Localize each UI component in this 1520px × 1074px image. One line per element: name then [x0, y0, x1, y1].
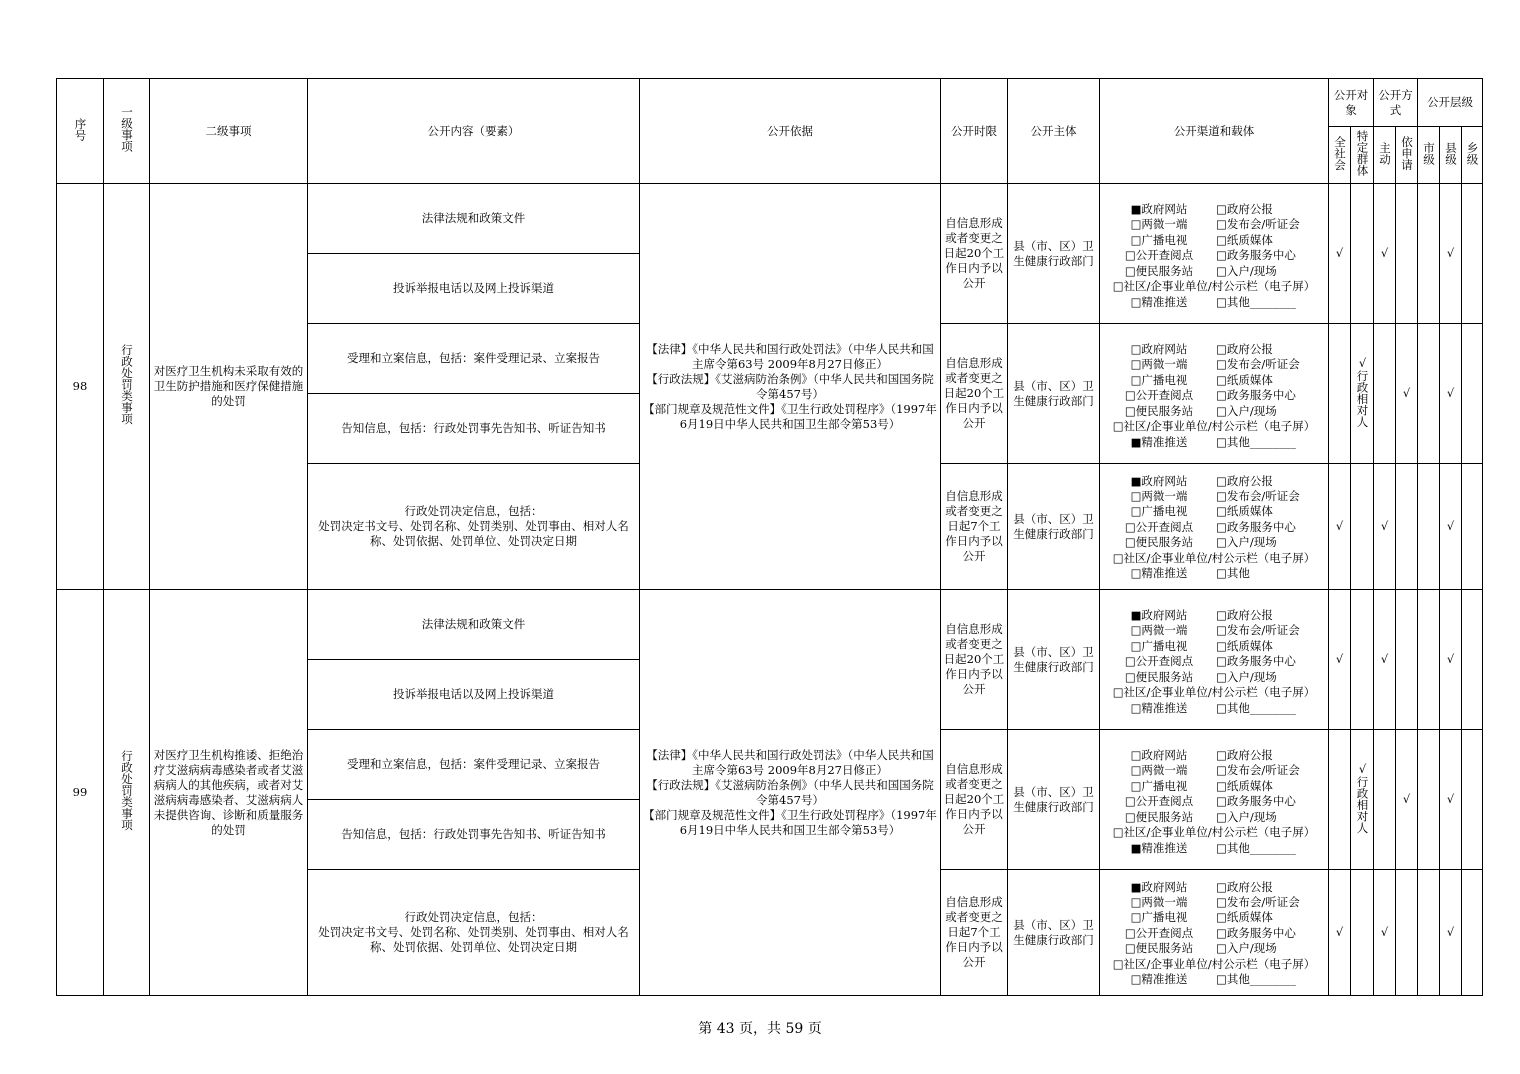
- channel-option: □便民服务站: [1124, 669, 1194, 684]
- item-level1: 行政处罚类事项: [104, 590, 150, 996]
- item-subject: 县（市、区）卫生健康行政部门: [1008, 464, 1100, 590]
- channel-option: □入户/现场: [1216, 669, 1277, 684]
- header-level1: 一级事项: [104, 79, 150, 184]
- channel-option: □广播电视: [1130, 638, 1188, 653]
- mark-level-county: √: [1440, 590, 1462, 730]
- channel-option: □发布会/听证会: [1216, 763, 1300, 778]
- mark-target-all: √: [1329, 184, 1351, 324]
- channel-option: □精准推送: [1130, 700, 1188, 715]
- item-basis: 【法律】《中华人民共和国行政处罚法》（中华人民共和国主席令第63号 2009年8月27日修正） 【行政法规】《艾滋病防治条例》（中华人民共和国国务院令第457号） 【部门规章及规范性文件】《卫生行政处罚程序》（1997年6月19日中华人民共和国卫生部令第53号）: [640, 590, 941, 996]
- mark-target-all: √: [1329, 870, 1351, 996]
- mark-target-specific: [1351, 870, 1374, 996]
- channel-option: □社区/企事业单位/村公示栏（电子屏）: [1112, 279, 1316, 294]
- mark-level-county: √: [1440, 324, 1462, 464]
- channel-option: □便民服务站: [1124, 403, 1194, 418]
- mark-level-town: [1462, 184, 1483, 324]
- item-level2: 对医疗卫生机构未采取有效的卫生防护措施和医疗保健措施的处罚: [150, 184, 308, 590]
- header-time: 公开时限: [941, 79, 1008, 184]
- channel-option: □广播电视: [1130, 504, 1188, 519]
- header-target-all: 全社会: [1329, 127, 1351, 184]
- header-level-county: 县级: [1440, 127, 1462, 184]
- mark-level-city: [1418, 324, 1440, 464]
- mark-method-active: √: [1374, 590, 1396, 730]
- mark-target-all: √: [1329, 590, 1351, 730]
- channel-option: □纸质媒体: [1216, 504, 1273, 519]
- channel-option: □入户/现场: [1216, 809, 1277, 824]
- mark-method-active: [1374, 324, 1396, 464]
- item-content: 法律法规和政策文件: [308, 184, 640, 254]
- item-subject: 县（市、区）卫生健康行政部门: [1008, 590, 1100, 730]
- channel-option: □入户/现场: [1216, 941, 1277, 956]
- item-content: 法律法规和政策文件: [308, 590, 640, 660]
- channel-option: □政府公报: [1216, 202, 1273, 217]
- mark-method-apply: [1396, 590, 1418, 730]
- mark-level-town: [1462, 590, 1483, 730]
- mark-target-specific: √行政相对人: [1351, 324, 1374, 464]
- channel-option: □社区/企事业单位/村公示栏（电子屏）: [1112, 550, 1316, 565]
- mark-target-specific: [1351, 590, 1374, 730]
- mark-level-city: [1418, 464, 1440, 590]
- item-basis: 【法律】《中华人民共和国行政处罚法》（中华人民共和国主席令第63号 2009年8月27日修正） 【行政法规】《艾滋病防治条例》（中华人民共和国国务院令第457号） 【部门规章及规范性文件】《卫生行政处罚程序》（1997年6月19日中华人民共和国卫生部令第53号）: [640, 184, 941, 590]
- channel-option: □政务服务中心: [1216, 519, 1296, 534]
- header-level-town: 乡级: [1462, 127, 1483, 184]
- item-channels: [1100, 464, 1329, 590]
- mark-target-all: [1329, 324, 1351, 464]
- channel-option: □纸质媒体: [1216, 232, 1273, 247]
- channel-option: □发布会/听证会: [1216, 488, 1300, 503]
- page-number: 第 43 页，共 59 页: [698, 1021, 822, 1037]
- header-seq: 序号: [57, 79, 104, 184]
- header-method-active: 主动: [1374, 127, 1396, 184]
- channel-option: □政府网站: [1130, 342, 1188, 357]
- mark-level-city: [1418, 730, 1440, 870]
- mark-method-active: √: [1374, 464, 1396, 590]
- channel-option: □公开查阅点: [1124, 925, 1194, 940]
- channel-option: □政府公报: [1216, 342, 1273, 357]
- item-channels: [1100, 590, 1329, 730]
- channel-option: □其他________: [1216, 840, 1296, 855]
- item-seq: 98: [57, 184, 104, 590]
- header-content: 公开内容（要素）: [308, 79, 640, 184]
- channel-option: □入户/现场: [1216, 263, 1277, 278]
- mark-level-city: [1418, 870, 1440, 996]
- channel-option: □便民服务站: [1124, 263, 1194, 278]
- header-basis: 公开依据: [640, 79, 941, 184]
- channel-option: □纸质媒体: [1216, 778, 1273, 793]
- header-target: 公开对象: [1329, 79, 1374, 127]
- item-content: 投诉举报电话以及网上投诉渠道: [308, 254, 640, 324]
- mark-method-apply: [1396, 464, 1418, 590]
- item-subject: 县（市、区）卫生健康行政部门: [1008, 870, 1100, 996]
- channel-option: □纸质媒体: [1216, 638, 1273, 653]
- channel-option: □其他________: [1216, 294, 1296, 309]
- mark-target-all: √: [1329, 464, 1351, 590]
- header-level: 公开层级: [1418, 79, 1483, 127]
- item-time: 自信息形成或者变更之日起20个工作日内予以公开: [941, 324, 1008, 464]
- mark-level-town: [1462, 464, 1483, 590]
- channel-option: □政府公报: [1216, 608, 1273, 623]
- item-content: 行政处罚决定信息，包括： 处罚决定书文号、处罚名称、处罚类别、处罚事由、相对人名称、处罚依据、处罚单位、处罚决定日期: [308, 870, 640, 996]
- mark-level-county: √: [1440, 184, 1462, 324]
- header-method: 公开方式: [1374, 79, 1418, 127]
- mark-level-county: √: [1440, 730, 1462, 870]
- item-subject: 县（市、区）卫生健康行政部门: [1008, 730, 1100, 870]
- mark-level-town: [1462, 730, 1483, 870]
- channel-option: □便民服务站: [1124, 809, 1194, 824]
- header-subject: 公开主体: [1008, 79, 1100, 184]
- channel-option: □政府网站: [1130, 748, 1188, 763]
- mark-method-apply: [1396, 184, 1418, 324]
- channel-option: □其他________: [1216, 972, 1296, 987]
- channel-option: □广播电视: [1130, 910, 1188, 925]
- channel-option: □两微一端: [1130, 763, 1188, 778]
- channel-option: □社区/企事业单位/村公示栏（电子屏）: [1112, 956, 1316, 971]
- channel-option: □广播电视: [1130, 372, 1188, 387]
- mark-target-specific: √行政相对人: [1351, 730, 1374, 870]
- channel-option: □公开查阅点: [1124, 654, 1194, 669]
- channel-option: ■精准推送: [1130, 434, 1188, 449]
- mark-method-active: √: [1374, 870, 1396, 996]
- item-seq: 99: [57, 590, 104, 996]
- mark-method-apply: √: [1396, 324, 1418, 464]
- channel-option: □公开查阅点: [1124, 519, 1194, 534]
- item-time: 自信息形成或者变更之日起20个工作日内予以公开: [941, 184, 1008, 324]
- mark-level-city: [1418, 184, 1440, 324]
- header-level-city: 市级: [1418, 127, 1440, 184]
- header-channel: 公开渠道和载体: [1100, 79, 1329, 184]
- channel-option: □精准推送: [1130, 566, 1188, 581]
- header-method-apply: 依申请: [1396, 127, 1418, 184]
- channel-option: ■政府网站: [1130, 202, 1188, 217]
- channel-option: □发布会/听证会: [1216, 894, 1300, 909]
- item-channels: [1100, 730, 1329, 870]
- channel-option: □政务服务中心: [1216, 654, 1296, 669]
- channel-option: □精准推送: [1130, 294, 1188, 309]
- mark-method-active: [1374, 730, 1396, 870]
- item-level1: 行政处罚类事项: [104, 184, 150, 590]
- channel-option: □广播电视: [1130, 232, 1188, 247]
- mark-method-active: √: [1374, 184, 1396, 324]
- item-content: 行政处罚决定信息，包括： 处罚决定书文号、处罚名称、处罚类别、处罚事由、相对人名称、处罚依据、处罚单位、处罚决定日期: [308, 464, 640, 590]
- item-subject: 县（市、区）卫生健康行政部门: [1008, 184, 1100, 324]
- channel-option: □精准推送: [1130, 972, 1188, 987]
- channel-option: □纸质媒体: [1216, 372, 1273, 387]
- item-content: 告知信息，包括：行政处罚事先告知书、听证告知书: [308, 394, 640, 464]
- channel-option: □纸质媒体: [1216, 910, 1273, 925]
- channel-option: □政府公报: [1216, 473, 1273, 488]
- channel-option: □政务服务中心: [1216, 388, 1296, 403]
- channel-option: □两微一端: [1130, 488, 1188, 503]
- channel-option: □公开查阅点: [1124, 388, 1194, 403]
- channel-option: □入户/现场: [1216, 403, 1277, 418]
- channel-option: □公开查阅点: [1124, 794, 1194, 809]
- channel-option: ■精准推送: [1130, 840, 1188, 855]
- channel-option: □两微一端: [1130, 894, 1188, 909]
- mark-level-county: √: [1440, 870, 1462, 996]
- channel-option: □政务服务中心: [1216, 794, 1296, 809]
- item-content: 投诉举报电话以及网上投诉渠道: [308, 660, 640, 730]
- channel-option: □两微一端: [1130, 357, 1188, 372]
- channel-option: □发布会/听证会: [1216, 217, 1300, 232]
- item-time: 自信息形成或者变更之日起7个工作日内予以公开: [941, 870, 1008, 996]
- mark-level-city: [1418, 590, 1440, 730]
- channel-option: ■政府网站: [1130, 473, 1188, 488]
- item-channels: [1100, 324, 1329, 464]
- mark-level-town: [1462, 870, 1483, 996]
- item-time: 自信息形成或者变更之日起20个工作日内予以公开: [941, 590, 1008, 730]
- channel-option: □广播电视: [1130, 778, 1188, 793]
- mark-target-specific: [1351, 464, 1374, 590]
- channel-option: □发布会/听证会: [1216, 357, 1300, 372]
- header-level2: 二级事项: [150, 79, 308, 184]
- mark-method-apply: √: [1396, 730, 1418, 870]
- channel-option: □两微一端: [1130, 217, 1188, 232]
- item-subject: 县（市、区）卫生健康行政部门: [1008, 324, 1100, 464]
- channel-option: □社区/企事业单位/村公示栏（电子屏）: [1112, 685, 1316, 700]
- channel-option: □政府公报: [1216, 748, 1273, 763]
- channel-option: □两微一端: [1130, 623, 1188, 638]
- channel-option: □公开查阅点: [1124, 248, 1194, 263]
- item-content: 受理和立案信息，包括：案件受理记录、立案报告: [308, 324, 640, 394]
- item-content: 受理和立案信息，包括：案件受理记录、立案报告: [308, 730, 640, 800]
- channel-option: □其他________: [1216, 700, 1296, 715]
- mark-level-town: [1462, 324, 1483, 464]
- channel-option: □政务服务中心: [1216, 925, 1296, 940]
- channel-option: □便民服务站: [1124, 941, 1194, 956]
- mark-target-specific: [1351, 184, 1374, 324]
- channel-option: ■政府网站: [1130, 879, 1188, 894]
- channel-option: □社区/企事业单位/村公示栏（电子屏）: [1112, 825, 1316, 840]
- mark-target-all: [1329, 730, 1351, 870]
- channel-option: □入户/现场: [1216, 535, 1277, 550]
- item-time: 自信息形成或者变更之日起7个工作日内予以公开: [941, 464, 1008, 590]
- channel-option: □其他: [1216, 566, 1250, 581]
- disclosure-table: [56, 78, 1483, 996]
- channel-option: ■政府网站: [1130, 608, 1188, 623]
- mark-method-apply: [1396, 870, 1418, 996]
- item-content: 告知信息，包括：行政处罚事先告知书、听证告知书: [308, 800, 640, 870]
- mark-level-county: √: [1440, 464, 1462, 590]
- channel-option: □政府公报: [1216, 879, 1273, 894]
- item-level2: 对医疗卫生机构推诿、拒绝治疗艾滋病病毒感染者或者艾滋病病人的其他疾病，或者对艾滋病病毒感染者、艾滋病病人未提供咨询、诊断和质量服务的处罚: [150, 590, 308, 996]
- channel-option: □社区/企事业单位/村公示栏（电子屏）: [1112, 419, 1316, 434]
- channel-option: □其他________: [1216, 434, 1296, 449]
- header-target-specific: 特定群体: [1351, 127, 1374, 184]
- item-channels: [1100, 870, 1329, 996]
- channel-option: □发布会/听证会: [1216, 623, 1300, 638]
- channel-option: □政务服务中心: [1216, 248, 1296, 263]
- item-time: 自信息形成或者变更之日起20个工作日内予以公开: [941, 730, 1008, 870]
- item-channels: [1100, 184, 1329, 324]
- channel-option: □便民服务站: [1124, 535, 1194, 550]
